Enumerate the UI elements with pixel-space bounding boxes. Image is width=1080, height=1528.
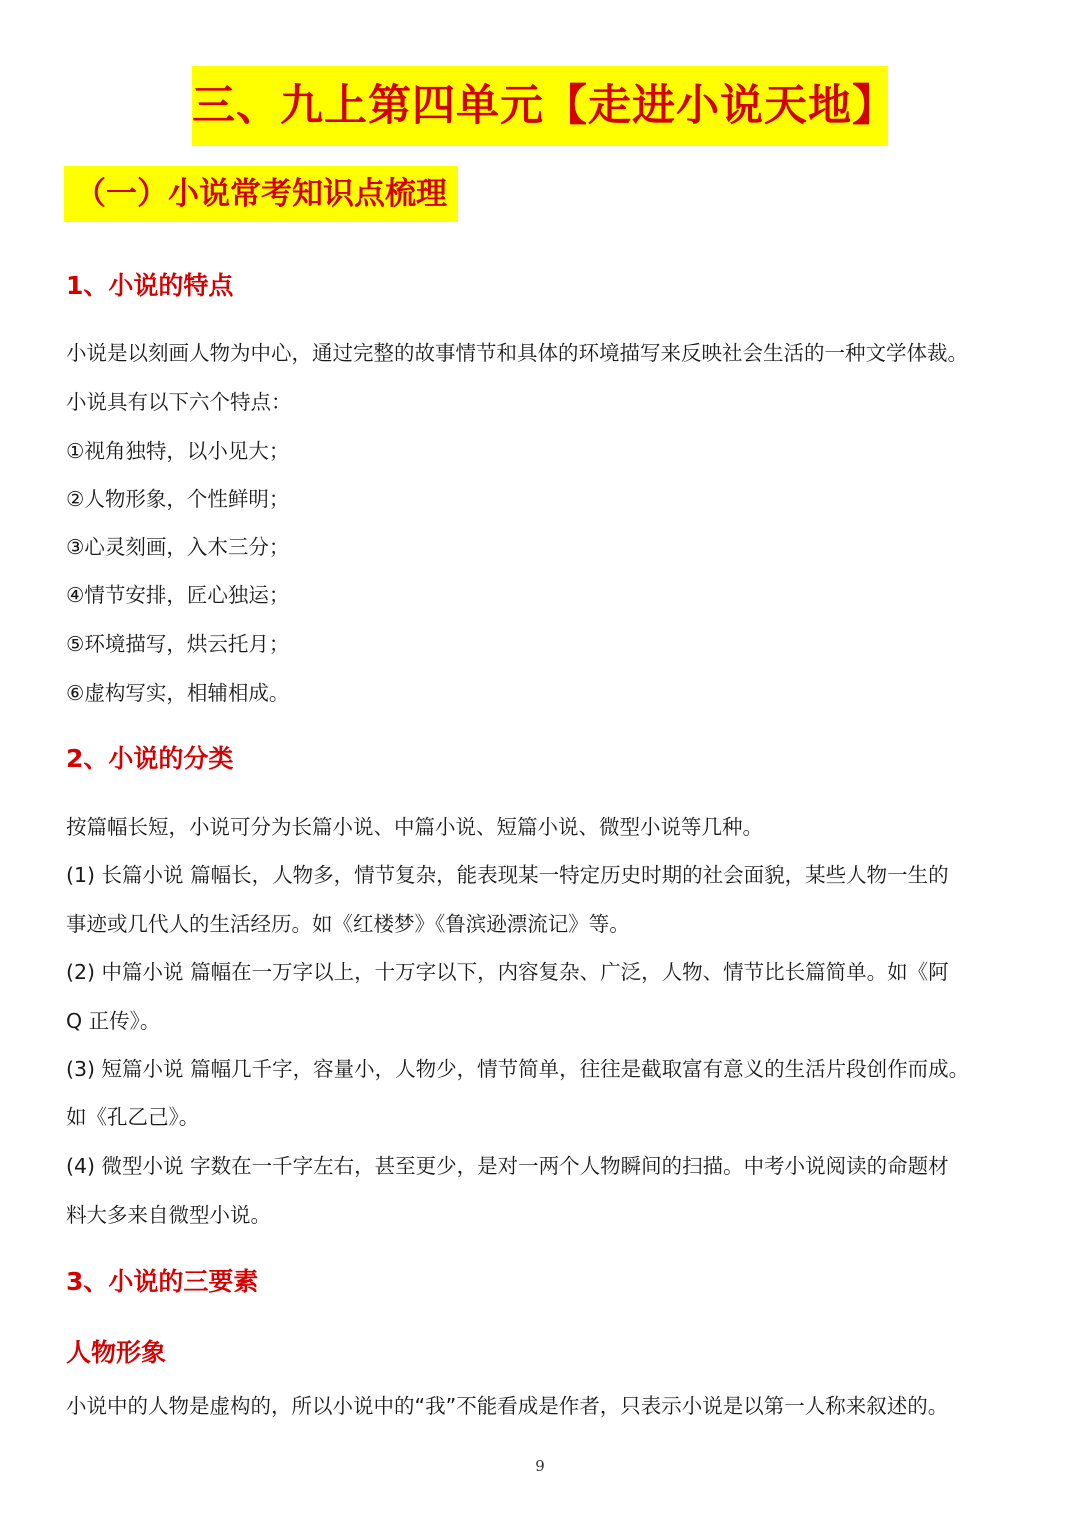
paragraph-line: Q 正传》。 (66, 1009, 161, 1033)
list-item: ⑤环境描写，烘云托月； (66, 632, 290, 656)
main-title: 三、九上第四单元【走进小说天地】 (192, 66, 888, 146)
heading-features: 1、小说的特点 (66, 271, 234, 300)
paragraph-line: 小说中的人物是虚构的，所以小说中的“我”不能看成是作者，只表示小说是以第一人称来叙述的。 (66, 1394, 949, 1418)
paragraph-line: 料大多来自微型小说。 (66, 1203, 271, 1227)
list-item: ⑥虚构写实，相辅相成。 (66, 681, 290, 705)
heading-character: 人物形象 (66, 1338, 167, 1367)
paragraph-line: (1) 长篇小说 篇幅长，人物多，情节复杂，能表现某一特定历史时期的社会面貌，某些人物一生的 (66, 863, 949, 887)
paragraph-line: (4) 微型小说 字数在一千字左右，甚至更少，是对一两个人物瞬间的扫描。中考小说阅读的命题材 (66, 1154, 949, 1178)
list-item: ①视角独特，以小见大； (66, 439, 290, 463)
page-number: 9 (535, 1457, 545, 1475)
list-item: ②人物形象，个性鲜明； (66, 487, 290, 511)
paragraph-line: 按篇幅长短，小说可分为长篇小说、中篇小说、短篇小说、微型小说等几种。 (66, 815, 763, 839)
list-item: ③心灵刻画，入木三分； (66, 535, 290, 559)
list-item: ④情节安排，匠心独运； (66, 583, 290, 607)
paragraph-line: 事迹或几代人的生活经历。如《红楼梦》《鲁滨逊漂流记》等。 (66, 912, 630, 936)
heading-elements: 3、小说的三要素 (66, 1267, 259, 1296)
paragraph-line: 小说是以刻画人物为中心，通过完整的故事情节和具体的环境描写来反映社会生活的一种文学体裁。 (66, 341, 968, 365)
heading-types: 2、小说的分类 (66, 744, 234, 773)
paragraph-line: 小说具有以下六个特点： (66, 390, 292, 414)
section-title: （一）小说常考知识点梳理 (64, 166, 458, 222)
paragraph-line: (2) 中篇小说 篇幅在一万字以上，十万字以下，内容复杂、广泛，人物、情节比长篇简单。如《阿 (66, 960, 949, 984)
paragraph-line: 如《孔乙己》。 (66, 1105, 200, 1129)
paragraph-line: (3) 短篇小说 篇幅几千字，容量小，人物少，情节简单，往往是截取富有意义的生活片段创作而成。 (66, 1057, 970, 1081)
